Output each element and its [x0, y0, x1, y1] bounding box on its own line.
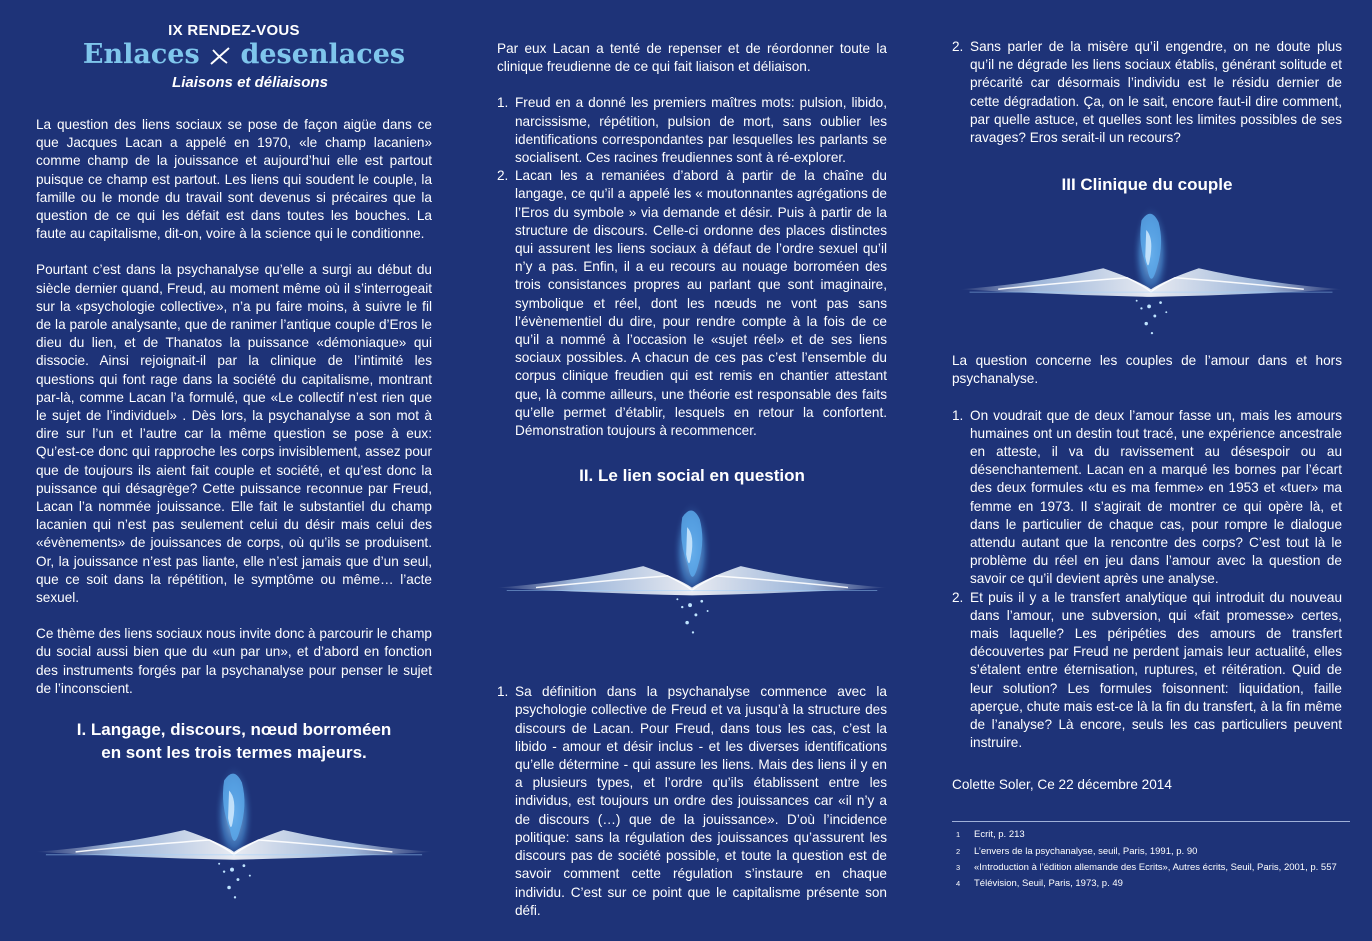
footnote: 4 Télévision, Seuil, Paris, 1973, p. 49: [956, 878, 1123, 889]
section-heading-1: [36, 718, 432, 764]
section-2-list-continued: [952, 38, 1342, 147]
water-splash-figure-2: [497, 496, 887, 646]
title-left: Enlaces: [82, 39, 200, 70]
intro-paragraph-1: La question des liens sociaux se pose de façon aigüe dans ce que Jacques Lacan a appelé en 1970, «le champ lacanien» comme champ de la jouissance et aujourd’hui elle est partout puisque ce champ est partout. Les liens qui soudent le couple, la famille ou le monde du travail sont devenus si précaires que la question de ce qui les défait est dans toutes les bouches. La faute au capitalisme, dit-on, voire à la science qui le conditionne.: [36, 117, 432, 242]
list-item: 1. Freud en a donné les premiers maîtres mots: pulsion, libido, narcissisme, répétition, pulsion de mort, sans oublier les identifications correspondantes par lesquelles les parlants se socialisent. Ces racines freudiennes sont à ré-explorer.: [497, 95, 887, 166]
footnote: 3 «Introduction à l’édition allemande des Ecrits», Autres écrits, Seuil, Paris, 2001, p. 557: [956, 862, 1337, 873]
list-item: 1. Sa définition dans la psychanalyse commence avec la psychologie collective de Freud et va jusqu’à la structure des discours de Lacan. Pour Freud, dans tous les cas, c’est la libido - amour et désir inclus - et les diverses identifications qu’elle détermine - qui assure les liens. Mais des liens il y en a plusieurs types, et l’ordre qu’ils établissent entre les individus, est toujours un ordre des jouissances car «il n’y a de discours (…) que de la jouissance». D’où l’incidence politique: sans la régulation des jouissances qu’assurent les discours pas de société possible, et toute la question est de savoir comment cette régulation s’instaure en chaque individu. C’est sur ce point que le capitalisme présente son défi.: [497, 684, 887, 918]
water-splash-figure-3: [960, 198, 1342, 348]
section-2-list: [497, 683, 887, 920]
event-subtitle: Liaisons et déliaisons: [172, 74, 328, 91]
section-heading-1-line2: en sont les trois termes majeurs.: [101, 743, 367, 763]
section-3-list: [952, 407, 1342, 753]
intro-paragraph-3: Ce thème des liens sociaux nous invite donc à parcourir le champ du social aussi bien que du «un par un», et d’abord en fonction des instruments forgés par la psychanalyse pour penser le sujet de l’inconscient.: [36, 626, 432, 696]
footnote: 1 Ecrit, p. 213: [956, 829, 1025, 840]
section-heading-1-line1: I. Langage, discours, nœud borroméen: [76, 720, 392, 740]
list-item: 1. On voudrait que de deux l’amour fasse un, mais les amours humaines ont un destin tout tracé, une expérience ancestrale en atteste, il va du ravissement au désespoir ou au désenchantement. Lacan en a marqué les bornes par l’écart des deux formules «tu es ma femme» en 1953 et «tuer» ma femme en 1973. Il s’agirait de montrer ce qui opère là, et dans le particulier de chaque cas, pour rompre le dialogue attendu autant que la rencontre des corps? C’est tout là le problème du réel en jeu dans l’amour avec la question de savoir ce qu’il devient après une analyse.: [952, 407, 1342, 587]
column-3: [952, 0, 1342, 941]
event-title: [56, 40, 432, 70]
footnote-divider: [952, 821, 1350, 822]
section-heading-2: II. Le lien social en question: [579, 466, 805, 486]
section-1-list: [497, 94, 887, 440]
intro-paragraph-2: Pourtant c’est dans la psychanalyse qu’elle a surgi au début du siècle dernier quand, Freud, au moment même où il s’interrogeait sur la «psychologie collective», n’a pu faire moins, à suivre le fil de la parole analysante, que de ranimer l’antique couple d’Eros le dieu du lien, et de Thanatos la puissance «démoniaque» qui dissocie. Ainsi rejoignait-il par la clinique de l’intimité les questions qui font rage dans la société du capitalisme, montrant par-là, comme Lacan l’a formulé, que «Le collectif n’est rien que le sujet de l’individuel» . Dès lors, la psychanalyse a son mot à dire sur l’un et l’autre car la même question se pose à eux: Qu’est-ce donc qui rapproche les corps invisiblement, assez pour que de toujours ils aient fait couple et société, et qu’est donc la puissance qui désagrège? Cette puissance reconnue par Freud, Lacan l’a nommée jouissance. Elle fait le substantiel du champ lacanien qui n’est pas seulement celui du désir mais celui des «évènements» de jouissances de corps, où qu’ils se produisent. Or, la jouissance n’est pas liante, elle n’est jamais que d’un seul, que ce soit dans la répétition, le symptôme ou même… l’acte sexuel.: [36, 262, 432, 606]
column-2: [497, 0, 887, 941]
section-heading-3: III Clinique du couple: [1061, 175, 1233, 195]
section-3-intro: La question concerne les couples de l’amour dans et hors psychanalyse.: [952, 353, 1342, 387]
water-splash-figure-1: [36, 760, 432, 910]
signature: Colette Soler, Ce 22 décembre 2014: [952, 777, 1172, 793]
list-item: 2. Lacan les a remaniées d’abord à partir de la chaîne du langage, ce qu’il a appelé les « moutonnantes agrégations de l’Eros du symbole » via demande et désir. Puis à partir de la structure de discours. Celle-ci ordonne des places distinctes qui assurent les liens sociaux à défaut de l’ordre sexuel qu’il n’y a pas. Enfin, il a eu recours au nouage borroméen des trois consistances propres au parlant que sont imaginaire, symbolique et réel, dont les nœuds ne vont pas sans l’évènementiel du dire, pour rendre compte à la fois de ce qu’il a nommé à l’occasion le «sujet réel» et de ses liens sociaux possibles. A chacun de ces pas c’est l’ensemble du corpus clinique freudien qui est remis en chantier attestant que, là comme ailleurs, une théorie est responsable des faits qu’elle permet d’établir, lesquels en retour la confortent. Démonstration toujours à recommencer.: [497, 168, 887, 439]
cross-mark-icon: [209, 46, 231, 66]
list-item: 2. Sans parler de la misère qu’il engendre, on ne doute plus qu’il ne dégrade les liens sociaux établis, générant solitude et précarité car désormais l’individu est le résidu dernier de cette dégradation. Ça, on le sait, encore faut-il dire comment, par quelle astuce, et quelles sont les limites possibles de ses ravages? Eros serait-il un recours?: [952, 39, 1342, 146]
footnote: 2 L’envers de la psychanalyse, seuil, Paris, 1991, p. 90: [956, 846, 1198, 857]
title-right: desenlaces: [240, 39, 406, 70]
list-item: 2. Et puis il y a le transfert analytique qui introduit du nouveau dans l’amour, une subversion, qui «fait promesse» certes, mais laquelle? Les péripéties des amours de transfert découvertes par Freud ne perdent jamais leur actualité, elles s’étalent entre éternisation, ruptures, et réitération. Quid de leur solution? Les formules foisonnent: liquidation, faille aperçue, chute mais est-ce là la fin du transfert, à la fin même de l’analyse? Là encore, seuls les cas particuliers peuvent instruire.: [952, 589, 1342, 751]
event-kicker: IX RENDEZ-VOUS: [168, 22, 300, 39]
section-1-intro: Par eux Lacan a tenté de repenser et de réordonner toute la clinique freudienne de ce qui fait liaison et déliaison.: [497, 41, 887, 75]
